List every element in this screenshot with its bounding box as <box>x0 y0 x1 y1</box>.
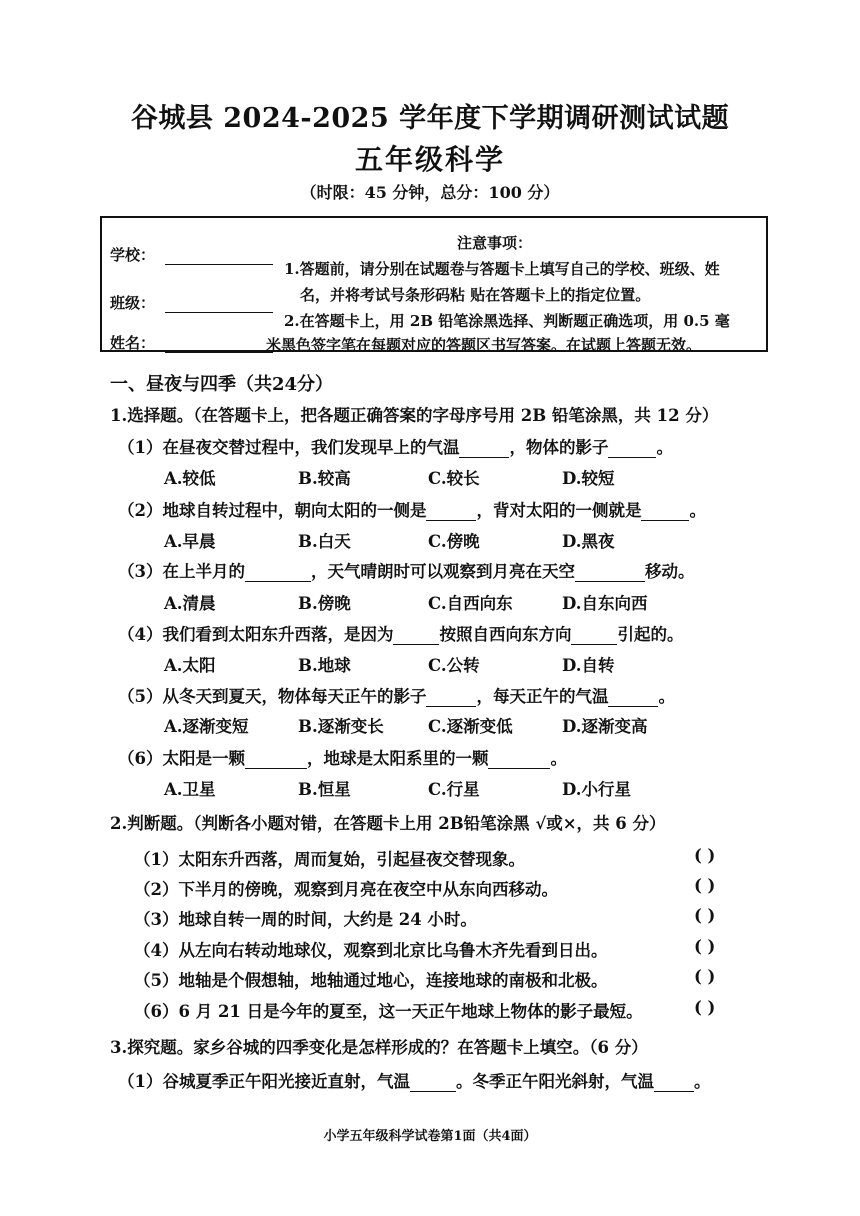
q1-3-option-b[interactable]: B.傍晚 <box>298 594 351 613</box>
answer-blank[interactable] <box>641 506 689 521</box>
q2-item-4-answer[interactable]: ( ) <box>694 937 716 956</box>
class-blank[interactable] <box>165 298 273 313</box>
notice-2-line-1: 2.在答题卡上，用 2B 铅笔涂黑选择、判断题正确选项，用 0.5 毫 <box>284 312 730 330</box>
notice-1-line-2: 名，并将考试号条形码粘 贴在答题卡上的指定位置。 <box>300 286 651 304</box>
q1-4-option-c[interactable]: C.公转 <box>428 656 480 675</box>
q1-4-option-b[interactable]: B.地球 <box>298 656 351 675</box>
q1-item-3: （3）在上半月的 ，天气晴朗时可以观察到月亮在天空 移动。 <box>118 562 695 581</box>
q1-4-option-d[interactable]: D.自转 <box>562 656 615 675</box>
q1-6-option-b[interactable]: B.恒星 <box>298 780 351 799</box>
q1-1-option-a[interactable]: A.较低 <box>164 469 216 488</box>
q1-2-option-c[interactable]: C.傍晚 <box>428 532 480 551</box>
q2-heading: 2.判断题。（判断各小题对错，在答题卡上用 2B铅笔涂黑 √或×，共 6 分） <box>110 814 666 833</box>
exam-time-info: （时限：45 分钟，总分：100 分） <box>300 183 560 202</box>
page-footer: 小学五年级科学试卷第1面（共4面） <box>323 1129 537 1144</box>
answer-blank[interactable] <box>608 692 658 707</box>
notice-title: 注意事项： <box>457 234 533 252</box>
q1-3-option-c[interactable]: C.自西向东 <box>428 594 513 613</box>
q1-5-option-a[interactable]: A.逐渐变短 <box>164 717 249 736</box>
answer-blank[interactable] <box>393 630 439 645</box>
q1-3-option-d[interactable]: D.自东向西 <box>562 594 648 613</box>
answer-blank[interactable] <box>410 1077 456 1092</box>
class-field <box>110 292 273 313</box>
notice-2-line-2: 米黑色签字笔在每题对应的答题区书写答案。在试题上答题无效。 <box>266 336 702 354</box>
school-blank[interactable] <box>165 250 273 265</box>
q2-item-5: （5）地轴是个假想轴，地轴通过地心，连接地球的南极和北极。 <box>134 971 608 990</box>
q1-6-option-a[interactable]: A.卫星 <box>164 780 216 799</box>
q1-2-option-a[interactable]: A.早晨 <box>164 532 216 551</box>
q2-item-3: （3）地球自转一周的时间，大约是 24 小时。 <box>134 910 477 929</box>
name-field <box>110 332 273 353</box>
q1-4-option-a[interactable]: A.太阳 <box>164 656 216 675</box>
student-info-box <box>100 216 768 352</box>
q2-item-2: （2）下半月的傍晚，观察到月亮在夜空中从东向西移动。 <box>134 880 558 899</box>
section-1-heading: 一、昼夜与四季（共24分） <box>110 374 334 395</box>
class-label: 班级： <box>110 294 156 312</box>
q2-item-3-answer[interactable]: ( ) <box>694 906 716 925</box>
exam-subtitle: 五年级科学 <box>354 143 505 176</box>
q1-2-option-b[interactable]: B.白天 <box>298 532 351 551</box>
notice-1-line-1: 1.答题前，请分别在试题卷与答题卡上填写自己的学校、班级、姓 <box>284 260 720 278</box>
q2-item-4: （4）从左向右转动地球仪，观察到北京比乌鲁木齐先看到日出。 <box>134 941 608 960</box>
answer-blank[interactable] <box>488 754 550 769</box>
q2-item-2-answer[interactable]: ( ) <box>694 876 716 895</box>
answer-blank[interactable] <box>245 567 311 582</box>
q2-item-1-answer[interactable]: ( ) <box>694 846 716 865</box>
q3-item-1: （1）谷城夏季正午阳光接近直射，气温 。冬季正午阳光斜射，气温 。 <box>118 1072 711 1091</box>
q2-item-1: （1）太阳东升西落，周而复始，引起昼夜交替现象。 <box>134 850 525 869</box>
q2-item-5-answer[interactable]: ( ) <box>694 967 716 986</box>
q1-item-6: （6）太阳是一颗 ，地球是太阳系里的一颗 。 <box>118 749 567 768</box>
q1-3-option-a[interactable]: A.清晨 <box>164 594 216 613</box>
q3-heading: 3.探究题。家乡谷城的四季变化是怎样形成的？在答题卡上填空。（6 分） <box>110 1038 648 1057</box>
answer-blank[interactable] <box>654 1077 694 1092</box>
q2-item-6: （6）6 月 21 日是今年的夏至，这一天正午地球上物体的影子最短。 <box>134 1002 643 1021</box>
q1-6-option-d[interactable]: D.小行星 <box>562 780 631 799</box>
answer-blank[interactable] <box>575 567 645 582</box>
q1-1-option-c[interactable]: C.较长 <box>428 469 480 488</box>
q1-item-4: （4）我们看到太阳东升西落，是因为 按照自西向东方向 引起的。 <box>118 625 684 644</box>
name-label: 姓名： <box>110 334 156 352</box>
q1-1-option-b[interactable]: B.较高 <box>298 469 351 488</box>
q1-item-1: （1）在昼夜交替过程中，我们发现早上的气温 ，物体的影子 。 <box>118 438 673 457</box>
school-field <box>110 244 273 265</box>
q2-item-6-answer[interactable]: ( ) <box>694 998 716 1017</box>
answer-blank[interactable] <box>426 506 476 521</box>
q1-item-5: （5）从冬天到夏天，物体每天正午的影子 ，每天正午的气温 。 <box>118 687 675 706</box>
q1-heading: 1.选择题。（在答题卡上，把各题正确答案的字母序号用 2B 铅笔涂黑，共 12 分） <box>110 406 719 425</box>
answer-blank[interactable] <box>571 630 617 645</box>
school-label: 学校： <box>110 246 156 264</box>
exam-title: 谷城县 2024-2025 学年度下学期调研测试试题 <box>130 103 730 134</box>
answer-blank[interactable] <box>245 754 307 769</box>
answer-blank[interactable] <box>426 692 476 707</box>
q1-1-option-d[interactable]: D.较短 <box>562 469 615 488</box>
q1-5-option-b[interactable]: B.逐渐变长 <box>298 717 384 736</box>
q1-5-option-d[interactable]: D.逐渐变高 <box>562 717 648 736</box>
q1-item-2: （2）地球自转过程中，朝向太阳的一侧是 ，背对太阳的一侧就是 。 <box>118 501 706 520</box>
q1-5-option-c[interactable]: C.逐渐变低 <box>428 717 513 736</box>
answer-blank[interactable] <box>459 443 509 458</box>
name-blank[interactable] <box>165 338 273 353</box>
q1-6-option-c[interactable]: C.行星 <box>428 780 480 799</box>
q1-2-option-d[interactable]: D.黑夜 <box>562 532 615 551</box>
answer-blank[interactable] <box>608 443 656 458</box>
